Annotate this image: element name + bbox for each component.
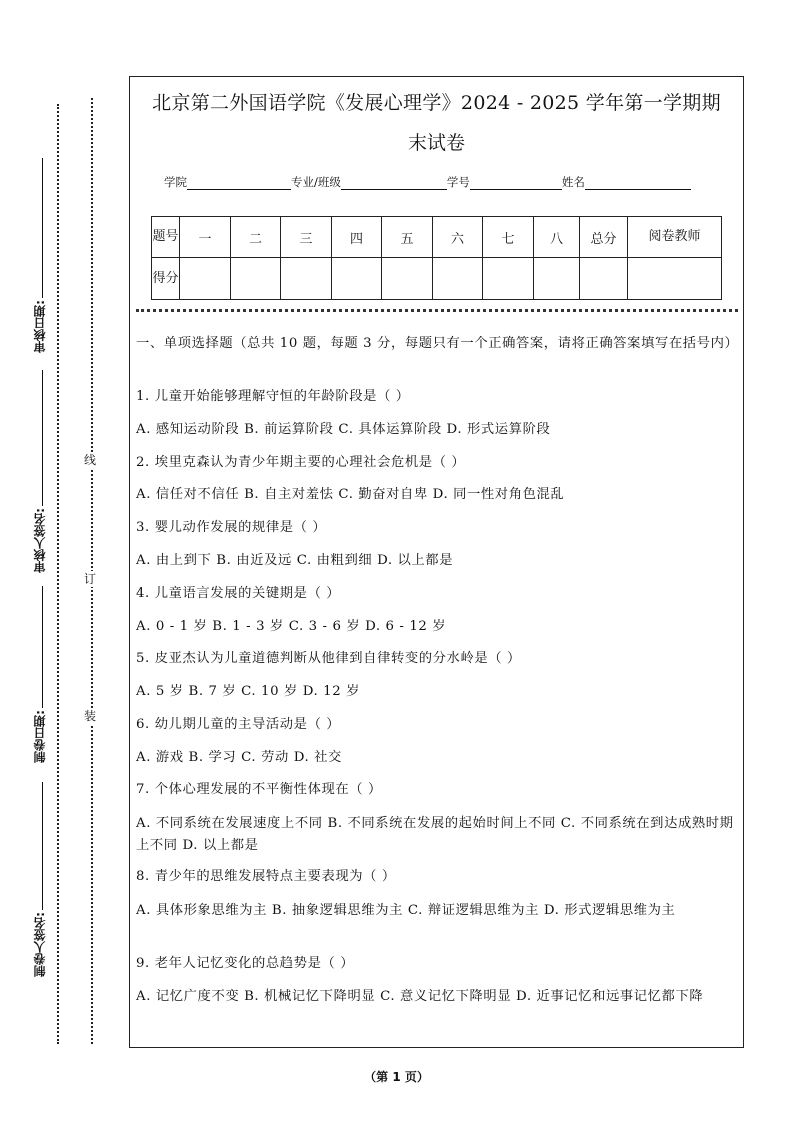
- row-label-score: 得分: [152, 258, 180, 300]
- question-stem: 5. 皮亚杰认为儿童道德判断从他律到自律转变的分水岭是（ ）: [136, 651, 521, 666]
- college-field[interactable]: [187, 175, 291, 190]
- question-options: A. 感知运动阶段 B. 前运算阶段 C. 具体运算阶段 D. 形式运算阶段: [136, 422, 551, 437]
- major-label: 专业/班级: [291, 175, 341, 189]
- inner-dotted-binding-line: [57, 104, 59, 1044]
- score-cell[interactable]: [231, 258, 281, 300]
- bind-char-bind: 装: [84, 709, 97, 723]
- question-options: A. 不同系统在发展速度上不同 B. 不同系统在发展的起始时间上不同 C. 不同系统在到达成熟时期上不同 D. 以上都是: [136, 816, 734, 853]
- question-stem: 3. 婴儿动作发展的规律是（ ）: [136, 520, 327, 535]
- question-stem: 9. 老年人记忆变化的总趋势是（ ）: [136, 956, 355, 971]
- col-header-2: 二: [231, 217, 281, 258]
- question-stem: 6. 幼儿期儿童的主导活动是（ ）: [136, 717, 341, 732]
- question-stem: 2. 埃里克森认为青少年期主要的心理社会危机是（ ）: [136, 455, 466, 470]
- section-heading: 一、单项选择题（总共 10 题，每题 3 分，每题只有一个正确答案，请将正确答案填写在括号内）: [136, 336, 739, 351]
- reviewer-date-label: 审核日期:: [33, 300, 47, 353]
- col-header-3: 三: [281, 217, 332, 258]
- score-cell[interactable]: [281, 258, 332, 300]
- name-field[interactable]: [585, 175, 691, 190]
- question-options: A. 信任对不信任 B. 自主对羞怯 C. 勤奋对自卑 D. 同一性对角色混乱: [136, 487, 565, 502]
- question-options: A. 游戏 B. 学习 C. 劳动 D. 社交: [136, 750, 342, 765]
- score-cell[interactable]: [382, 258, 433, 300]
- reviewer-sign-label: 审核人签名:: [33, 508, 47, 573]
- reviewer-sign-line: [42, 370, 43, 506]
- question-options: A. 由上到下 B. 由近及远 C. 由粗到细 D. 以上都是: [136, 553, 454, 568]
- col-header-5: 五: [382, 217, 433, 258]
- reviewer-date-line: [42, 158, 43, 298]
- col-header-8: 八: [534, 217, 580, 258]
- score-cell-reviewer[interactable]: [628, 258, 722, 300]
- maker-date-line: [42, 586, 43, 708]
- col-header-4: 四: [332, 217, 382, 258]
- exam-frame: [129, 76, 744, 1048]
- question-stem: 8. 青少年的思维发展特点主要表现为（ ）: [136, 869, 396, 884]
- question-options: A. 具体形象思维为主 B. 抽象逻辑思维为主 C. 辩证逻辑思维为主 D. 形式逻辑思维为主: [136, 903, 676, 918]
- col-header-reviewer: 阅卷教师: [628, 217, 722, 258]
- bind-char-line: 线: [84, 453, 97, 467]
- exam-subtitle: 末试卷: [407, 132, 465, 154]
- score-cell[interactable]: [483, 258, 534, 300]
- dotted-separator: [136, 309, 738, 312]
- score-cell[interactable]: [433, 258, 483, 300]
- score-cell[interactable]: [332, 258, 382, 300]
- bind-char-staple: 订: [84, 572, 97, 586]
- question-stem: 7. 个体心理发展的不平衡性体现在（ ）: [136, 782, 382, 797]
- col-header-7: 七: [483, 217, 534, 258]
- row-label-question-number: 题号: [152, 217, 180, 258]
- student-id-label: 学号: [446, 175, 470, 189]
- question-options: A. 0 - 1 岁 B. 1 - 3 岁 C. 3 - 6 岁 D. 6 - 12 岁: [136, 619, 447, 634]
- score-cell-total[interactable]: [580, 258, 628, 300]
- college-label: 学院: [164, 175, 187, 189]
- question-options: A. 5 岁 B. 7 岁 C. 10 岁 D. 12 岁: [136, 684, 361, 699]
- student-info-row: [164, 174, 691, 190]
- page-number: （第 1 页）: [364, 1070, 429, 1084]
- question-options: A. 记忆广度不变 B. 机械记忆下降明显 C. 意义记忆下降明显 D. 近事记忆和远事记忆都下降: [136, 989, 704, 1004]
- exam-title: 北京第二外国语学院《发展心理学》2024 - 2025 学年第一学期期: [152, 92, 721, 114]
- major-field[interactable]: [341, 175, 447, 190]
- score-table: [151, 216, 722, 300]
- maker-date-label: 制卷日期:: [33, 710, 47, 763]
- col-header-6: 六: [433, 217, 483, 258]
- col-header-1: 一: [180, 217, 231, 258]
- question-stem: 1. 儿童开始能够理解守恒的年龄阶段是（ ）: [136, 389, 410, 404]
- name-label: 姓名: [561, 175, 585, 189]
- score-cell[interactable]: [534, 258, 580, 300]
- question-stem: 4. 儿童语言发展的关键期是（ ）: [136, 586, 341, 601]
- col-header-total: 总分: [580, 217, 628, 258]
- student-id-field[interactable]: [470, 175, 562, 190]
- score-cell[interactable]: [180, 258, 231, 300]
- maker-sign-line: [42, 782, 43, 910]
- maker-sign-label: 制卷人签名:: [33, 912, 47, 977]
